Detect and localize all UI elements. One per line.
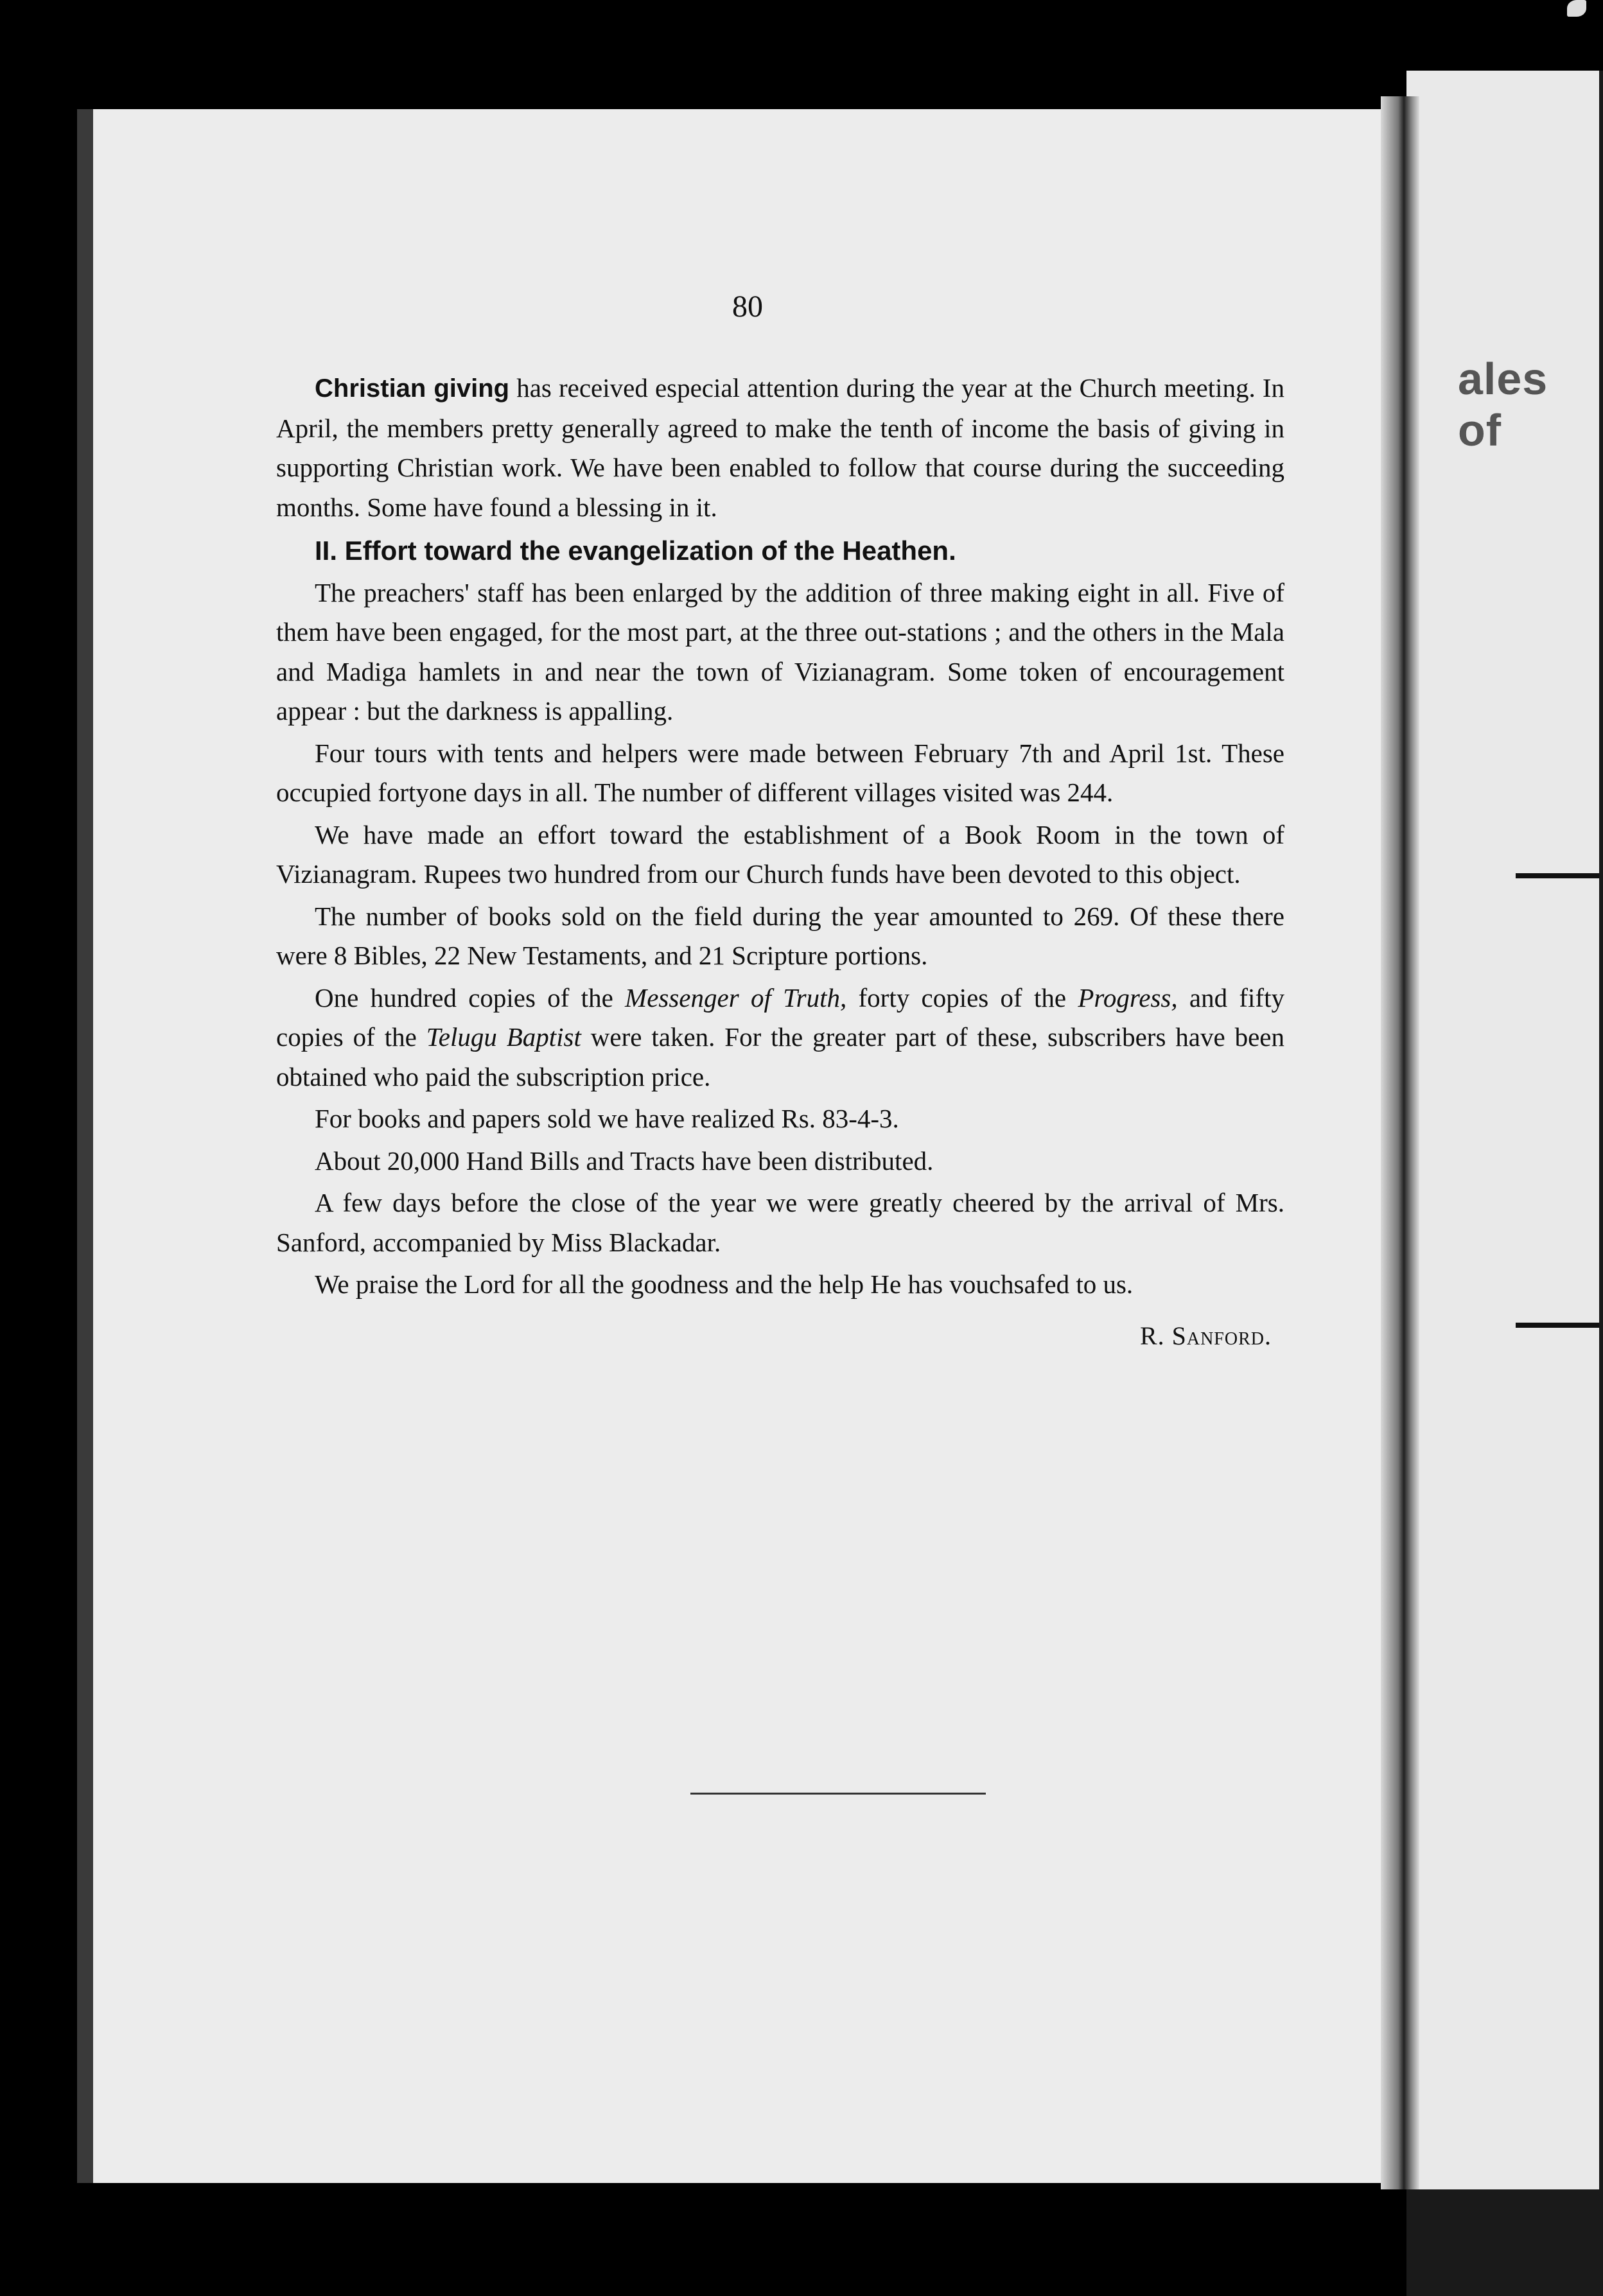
paragraph-text: and fifty copies of the: [276, 982, 1284, 1052]
paragraph-hand-bills: About 20,000 Hand Bills and Tracts have been distributed.: [315, 1145, 934, 1176]
adjacent-page-fragment: ales of: [1458, 354, 1548, 455]
adjacent-page-rule: [1516, 873, 1599, 878]
paragraph-book-room: We have made an effort toward the establishment of a Book Room in the town of Vizianagram. Rupees two hundred from our Church funds have been devoted to this object.: [276, 819, 1284, 889]
paragraph-books-sold: The number of books sold on the field during the year amounted to 269. Of these there were 8 Bibles, 22 New Testaments, and 21 Scripture portions.: [276, 901, 1284, 970]
paragraph-text: were taken. For the greater part of these, subscribers have been obtained who paid the subscription price.: [276, 1022, 1284, 1091]
adjacent-page: [1406, 71, 1599, 2189]
paragraph-text: One hundred copies of the: [315, 982, 626, 1013]
lead-bold-phrase: Christian giving: [315, 374, 510, 403]
page-body: [276, 366, 1284, 1355]
periodical-title: Telugu Baptist: [426, 1022, 581, 1052]
signature: [276, 1316, 1284, 1356]
scan-corner-mark: [1567, 0, 1586, 17]
closing-rule: [690, 1793, 986, 1795]
paragraph-tours: Four tours with tents and helpers were made between February 7th and April 1st. These occupied fortyone days in all. The number of different villages visited was 244.: [276, 738, 1284, 807]
paragraph-periodicals: [276, 978, 1284, 1097]
section-heading: II. Effort toward the evangelization of the Heathen.: [315, 535, 956, 566]
paragraph-praise: We praise the Lord for all the goodness and the help He has vouchsafed to us.: [315, 1269, 1134, 1299]
periodical-title: Progress,: [1078, 982, 1178, 1013]
book-gutter: [1381, 96, 1419, 2189]
signature-name: R. Sanford.: [1139, 1321, 1272, 1350]
paragraph-arrival: A few days before the close of the year we were greatly cheered by the arrival of Mrs. Sanford, accompanied by Miss Blackadar.: [276, 1188, 1284, 1257]
paragraph-christian-giving: [276, 369, 1284, 527]
paragraph-preachers-staff: The preachers' staff has been enlarged by the addition of three making eight in all. Five of them have been engaged, for the most part, at the three out-stations ; and the others in the Mala and Madiga hamlets in and near the town of Vizianagram. Some token of encouragement appear : but the darkness is appalling.: [276, 577, 1284, 726]
page-number: 80: [732, 290, 763, 324]
periodical-title: Messenger of Truth,: [625, 982, 847, 1013]
paragraph-text: forty copies of the: [846, 982, 1078, 1013]
adjacent-page-rule: [1516, 1323, 1599, 1328]
paragraph-realized: For books and papers sold we have realized Rs. 83-4-3.: [315, 1104, 899, 1133]
paragraph-text: has received especial attention during the year at the Church meeting. In April, the members pretty generally agreed to make the tenth of income the basis of giving in supporting Christian work. We have been enabled to follow that course during the succeeding months. Some have found a blessing in it.: [276, 373, 1285, 522]
